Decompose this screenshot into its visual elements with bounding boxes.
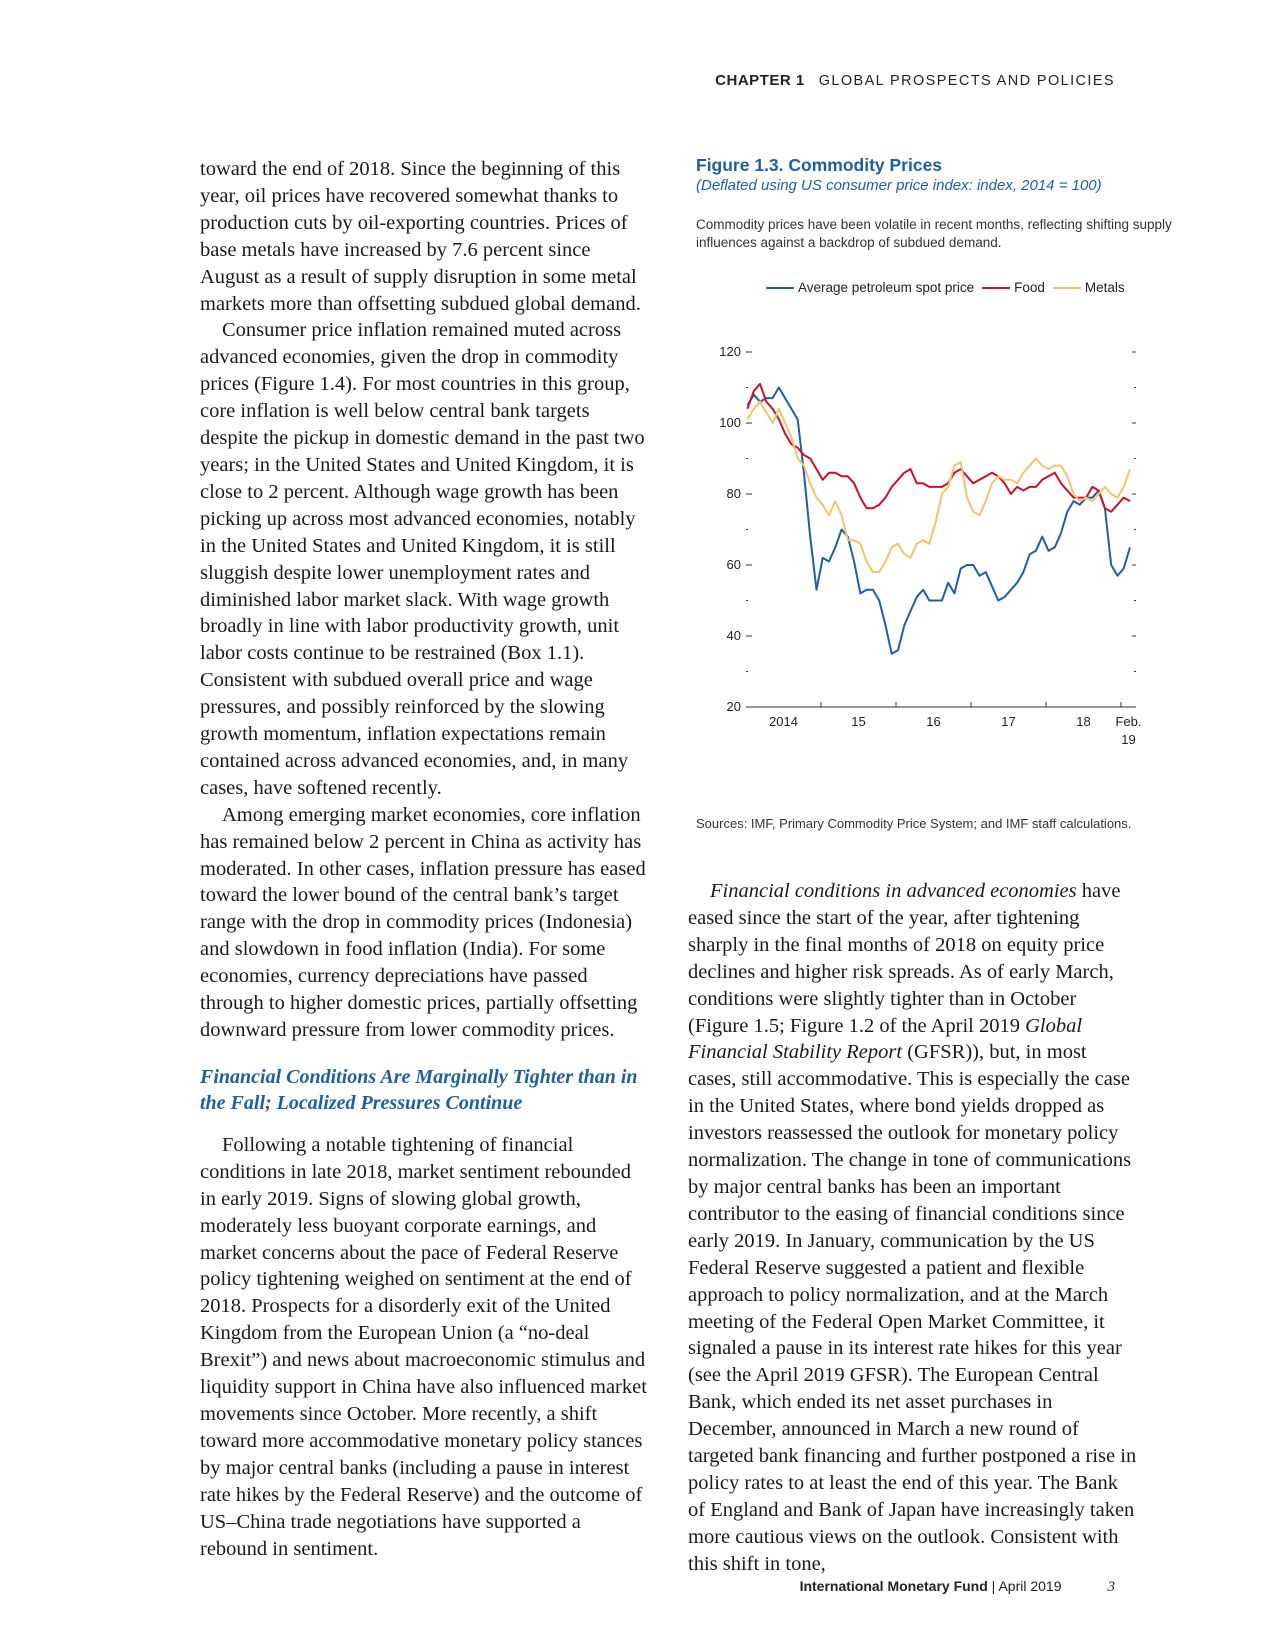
chapter-label: CHAPTER 1: [715, 72, 805, 89]
left-column: [200, 156, 652, 1562]
legend-label: Metals: [1084, 280, 1125, 295]
paragraph: Consumer price inflation remained muted across advanced economies, given the drop in commodity prices (Figure 1.4). For most countries in this group, core inflation is well below central bank targets despite the pickup in domestic demand in the past two years; in the United States and United Kingdom, it is close to 2 percent. Although wage growth has been picking up across most advanced economies, notably in the United States and United Kingdom, it is still sluggish despite lower unemployment rates and diminished labor market slack. With wage growth broadly in line with labor productivity growth, unit labor costs continue to be restrained (Box 1.1). Consistent with subdued overall price and wage pressures, and possibly reinforced by the slowing growth momentum, inflation expectations remain contained across advanced economies, and, in many cases, have softened recently.: [200, 319, 645, 799]
legend-swatch: [982, 287, 1010, 289]
commodity-price-chart: [696, 344, 1196, 774]
x-tick-label: 16: [926, 714, 941, 729]
y-tick-label: 100: [719, 415, 741, 430]
running-header: [715, 72, 1115, 89]
section-heading: Financial Conditions Are Marginally Tighter than in the Fall; Localized Pressures Continue: [200, 1065, 638, 1114]
page-number: 3: [1107, 1579, 1115, 1595]
y-tick-label: 60: [726, 557, 741, 572]
legend-swatch: [1053, 287, 1081, 289]
figure-title: Figure 1.3. Commodity Prices: [696, 155, 943, 175]
legend-label: Average petroleum spot price: [798, 280, 975, 295]
x-tick-label: 18: [1076, 714, 1091, 729]
x-tick-label: 19: [1121, 732, 1136, 747]
figure-subtitle: (Deflated using US consumer price index: index, 2014 = 100): [696, 177, 1102, 194]
y-tick-label: 40: [726, 628, 741, 643]
x-tick-label: 15: [851, 714, 866, 729]
legend-label: Food: [1014, 280, 1045, 295]
page-footer: [800, 1578, 1115, 1596]
paragraph: Following a notable tightening of financial conditions in late 2018, market sentiment rebounded in early 2019. Signs of slowing global growth, moderately less buoyant corporate earnings, and market concerns about the pace of Federal Reserve policy tightening weighed on sentiment at the end of 2018. Prospects for a disorderly exit of the United Kingdom from the European Union (a “no-deal Brexit”) and news about macroeconomic stimulus and liquidity support in China have also influenced market movements since October. More recently, a shift toward more accommodative monetary policy stances by major central banks (including a pause in interest rate hikes by the Federal Reserve) and the outcome of US–China trade negotiations have supported a rebound in sentiment.: [200, 1133, 647, 1560]
x-tick-label: 17: [1001, 714, 1016, 729]
italic-phrase: Financial conditions in advanced economies: [710, 880, 1077, 902]
y-tick-label: 80: [726, 486, 741, 501]
paragraph: [688, 878, 1140, 1578]
chapter-title: GLOBAL PROSPECTS AND POLICIES: [818, 73, 1115, 89]
paragraph: toward the end of 2018. Since the beginning of this year, oil prices have recovered somewhat thanks to production cuts by oil-exporting countries. Prices of base metals have increased by 7.6 percent since August as a result of supply disruption in some metal markets more than offsetting subdued global demand.: [200, 158, 641, 315]
report-title: Global Financial Stability Report: [688, 1014, 1083, 1064]
legend-swatch: [766, 287, 794, 289]
x-tick-label: Feb.: [1115, 714, 1142, 729]
x-tick-label: 2014: [769, 714, 798, 729]
footer-org: International Monetary Fund: [799, 1578, 988, 1594]
footer-date: April 2019: [998, 1578, 1062, 1594]
text-run: have eased since the start of the year, after tightening sharply in the final months of 2018 on equity price declines and higher risk spreads. As of early March, conditions were slightly tighter than in October (Figure 1.5; Figure 1.2 of the April 2019: [688, 880, 1121, 1037]
series-line-petroleum: [748, 388, 1131, 654]
y-tick-label: 20: [726, 699, 741, 714]
figure-description: Commodity prices have been volatile in recent months, reflecting shifting supply influences against a backdrop of subdued demand.: [696, 217, 1172, 250]
right-column: [688, 878, 1140, 1578]
figure-sources: Sources: IMF, Primary Commodity Price System; and IMF staff calculations.: [696, 816, 1132, 831]
legend-item-petroleum: [766, 280, 974, 295]
figure-1-3: [696, 154, 1216, 831]
chart-legend: [766, 280, 1216, 295]
paragraph: Among emerging market economies, core inflation has remained below 2 percent in China as activity has moderated. In other cases, inflation pressure has eased toward the lower bound of the central bank’s target range with the drop in commodity prices (Indonesia) and slowdown in food inflation (India). For some economies, currency depreciations have passed through to higher domestic prices, partially offsetting downward pressure from lower commodity prices.: [200, 803, 646, 1041]
y-tick-label: 120: [719, 344, 741, 359]
legend-item-metals: [1053, 280, 1125, 295]
legend-item-food: [982, 280, 1045, 295]
footer-separator: |: [987, 1578, 999, 1594]
text-run: (GFSR)), but, in most cases, still accommodative. This is especially the case in the United States, where bond yields dropped as investors reassessed the outlook for monetary policy normalization. The change in tone of communications by major central banks has been an important contributor to the easing of financial conditions since early 2019. In January, communication by the US Federal Reserve suggested a patient and flexible approach to policy normalization, and at the March meeting of the Federal Open Market Committee, it signaled a pause in its interest rate hikes for this year (see the April 2019 GFSR). The European Central Bank, which ended its net asset purchases in December, announced in March a new round of targeted bank financing and further postponed a rise in policy rates to at least the end of this year. The Bank of England and Bank of Japan have increasingly taken more cautious views on the outlook. Consistent with this shift in tone,: [688, 1041, 1137, 1575]
